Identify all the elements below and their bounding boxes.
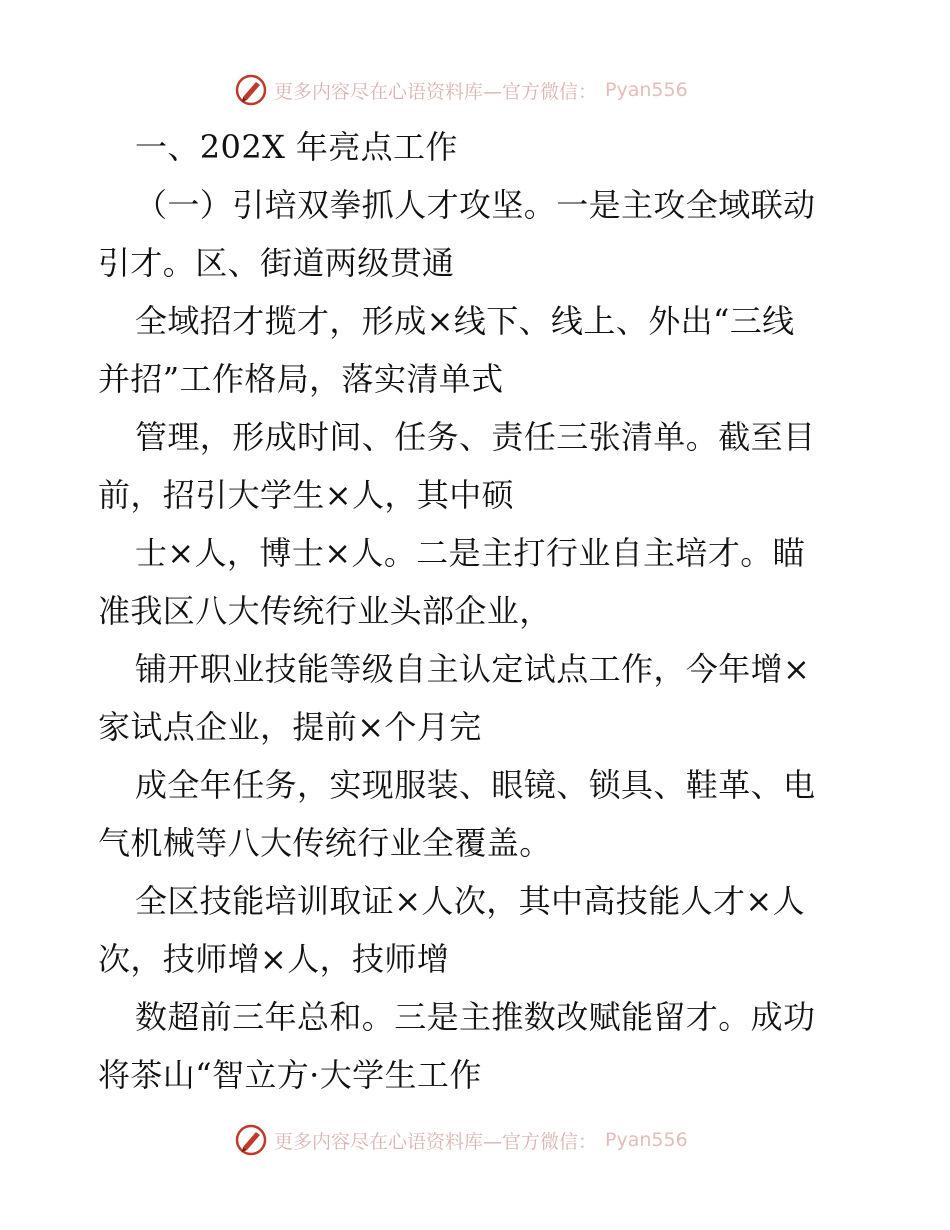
text-line: 全区技能培训取证×人次，其中高技能人才×人 [135, 882, 806, 920]
header-watermark [234, 72, 688, 108]
text-line: 成全年任务，实现服装、眼镜、锁具、鞋革、电 [135, 766, 816, 804]
text-line: 铺开职业技能等级自主认定试点工作，今年增× [135, 650, 811, 688]
text-line: （一）引培双拳抓人才攻坚。一是主攻全域联动 [135, 186, 816, 224]
text-line: 士×人，博士×人。二是主打行业自主培才。瞄 [135, 534, 806, 572]
text-line: 次，技师增×人，技师增 [98, 940, 450, 978]
text-line: 准我区八大传统行业头部企业， [98, 592, 552, 630]
section-heading: 一、202X 年亮点工作 [135, 128, 458, 166]
text-line: 管理，形成时间、任务、责任三张清单。截至目 [135, 418, 816, 456]
pen-logo-icon [234, 1123, 268, 1157]
text-line: 并招”工作格局，落实清单式 [98, 360, 504, 398]
text-line: 全域招才揽才，形成×线下、线上、外出“三线 [135, 302, 795, 340]
watermark-text: 更多内容尽在心语资料库—官方微信： [274, 80, 598, 103]
text-line: 家试点企业，提前×个月完 [98, 708, 482, 746]
text-line: 引才。区、街道两级贯通 [98, 244, 455, 282]
watermark-wechat-id: Pyan556 [605, 79, 688, 101]
text-line: 将茶山“智立方·大学生工作 [98, 1056, 482, 1094]
body-text [98, 118, 858, 1104]
text-line: 气机械等八大传统行业全覆盖。 [98, 824, 552, 862]
watermark-text: 更多内容尽在心语资料库—官方微信： [274, 1130, 598, 1153]
footer-watermark [234, 1122, 688, 1158]
watermark-wechat-id: Pyan556 [605, 1129, 688, 1151]
pen-logo-icon [234, 73, 268, 107]
text-line: 数超前三年总和。三是主推数改赋能留才。成功 [135, 998, 816, 1036]
text-line: 前，招引大学生×人，其中硕 [98, 476, 515, 514]
